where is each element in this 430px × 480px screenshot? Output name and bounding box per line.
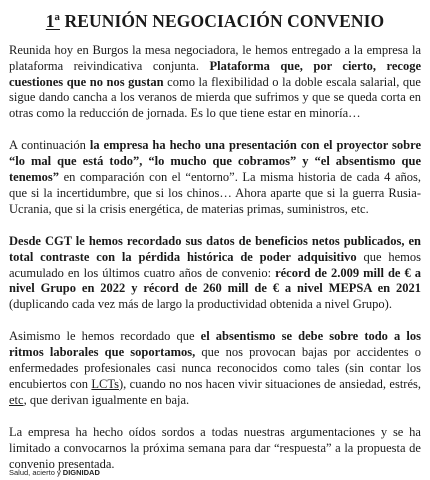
p4-underlined-lcts: LCTs bbox=[91, 376, 119, 391]
title-text: REUNIÓN NEGOCIACIÓN CONVENIO bbox=[64, 11, 385, 31]
p3-bold-1: Desde CGT le hemos recordado sus datos de beneficios netos publicados, en total contraste con la pérdida histórica de poder adquisitivo bbox=[9, 233, 421, 264]
p1-bold-1: Plataforma que, por cierto, recoge cuestiones que no nos gustan bbox=[9, 58, 421, 89]
p2-text-1: A continuación bbox=[9, 138, 86, 153]
p3-text-1: que hemos acumulado en los últimos cuatro años de convenio: bbox=[9, 249, 421, 280]
p2-text-2: en comparación con el “entorno”. La misma historia de cada 4 años, que si la incertidumbre, que si los chinos… Ahora aparte que si la guerra Rusia-Ucrania, que si la crisis energética, de materias primas, suministros, etc. bbox=[9, 170, 422, 216]
p4-text-4: , que derivan igualmente en baja. bbox=[23, 392, 190, 407]
title-ordinal: 1ª bbox=[45, 11, 60, 31]
p4-bold-1: el absentismo se debe sobre todo a los ritmos laborales que soportamos, bbox=[9, 329, 422, 360]
p4-text-1: Asimismo le hemos recordado que bbox=[9, 329, 195, 344]
page-title bbox=[9, 10, 421, 32]
paragraph-company-presentation bbox=[9, 138, 421, 217]
p3-bold-2: récord de 2.009 mill de € a nivel Grupo en 2022 y récord de 260 mill de € a nivel MEPSA en 2021 bbox=[9, 265, 422, 296]
p4-text-2: que nos provocan bajas por accidentes o enfermedades profesionales casi nunca reconocidos como tales (sin contar los encubiertos con bbox=[9, 345, 421, 391]
footer-signoff bbox=[9, 468, 100, 477]
paragraph-cgt-profits bbox=[9, 234, 421, 313]
p4-underlined-etc: etc bbox=[9, 392, 24, 407]
p5-text-1: La empresa ha hecho oídos sordos a todas nuestras argumentaciones y se ha limitado a convocarnos la próxima semana para dar “respuesta” a la propuesta de convenio presentada. bbox=[9, 424, 421, 471]
paragraph-platform bbox=[9, 43, 421, 122]
p2-bold-1: la empresa ha hecho una presentación con el proyector sobre “lo mal que está todo”, “lo mucho que cobramos” y “el absentismo que tenemos” bbox=[9, 138, 421, 185]
footer-bold: DIGNIDAD bbox=[62, 468, 100, 477]
p1-text-2: como la flexibilidad o la doble escala salarial, que sigue dando cancha a los veranos de mierda que sufrimos y que se queda corta en otras como la reducción de jornada. Es lo que tiene estar en minoría… bbox=[9, 74, 421, 121]
p4-text-3: ), cuando no nos hacen vivir situaciones de ansiedad, estrés, bbox=[119, 376, 421, 391]
paragraph-absenteeism bbox=[9, 329, 421, 408]
p3-text-2: (duplicando cada vez más de largo la productividad obtenida a nivel Grupo). bbox=[9, 297, 392, 312]
p1-text-1: Reunida hoy en Burgos la mesa negociadora, le hemos entregado a la empresa la plataforma reivindicativa conjunta. bbox=[9, 43, 421, 73]
paragraph-company-response bbox=[9, 425, 421, 472]
footer-text: Salud, acierto y bbox=[9, 468, 61, 477]
